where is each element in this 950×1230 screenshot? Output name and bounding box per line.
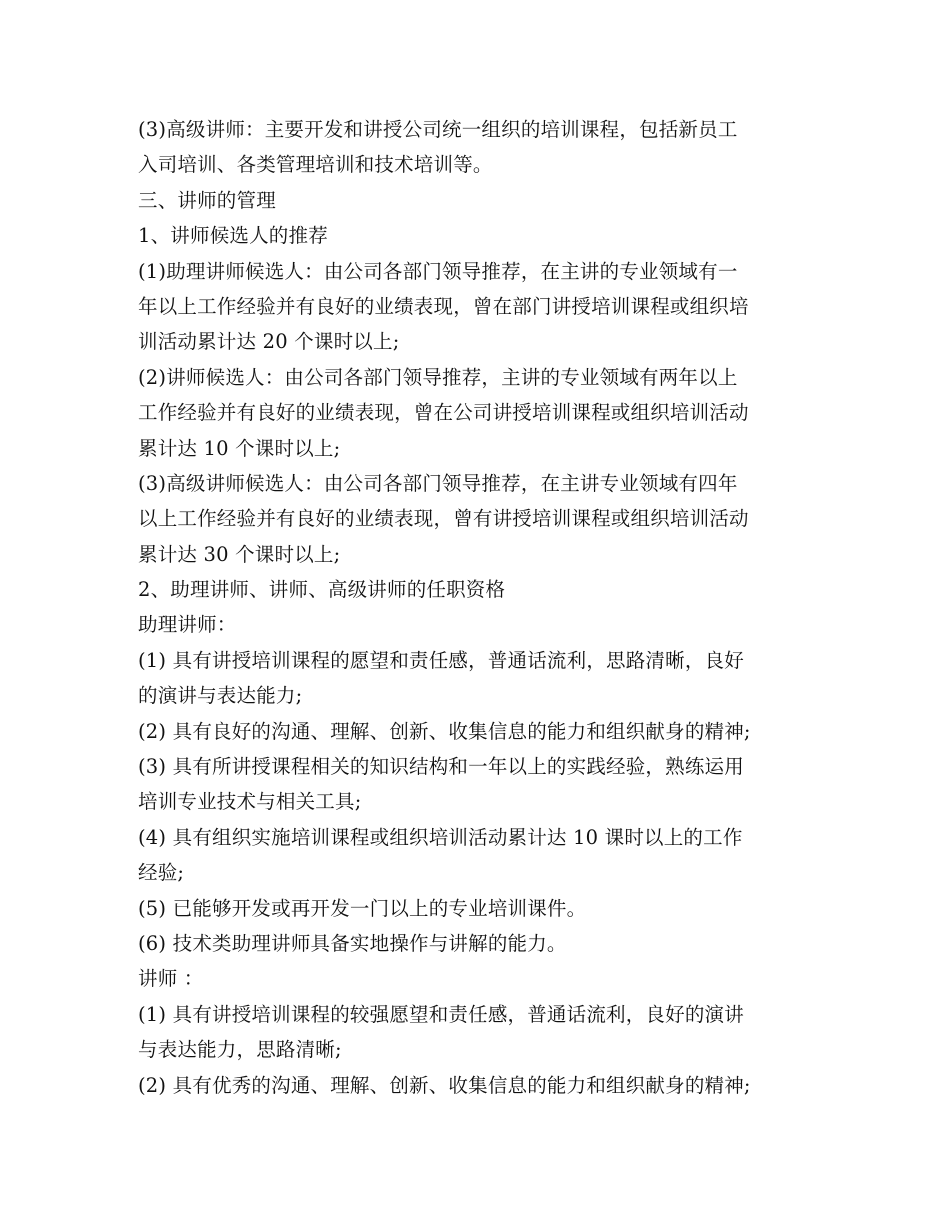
text-line: (2)讲师候选人：由公司各部门领导推荐，主讲的专业领域有两年以上 (138, 365, 738, 389)
text-line: 与表达能力，思路清晰; (138, 1038, 342, 1062)
text-line: 的演讲与表达能力; (138, 684, 303, 708)
text-line: (1) 具有讲授培训课程的愿望和责任感，普通话流利，思路清晰，良好 (138, 648, 744, 672)
subsection-heading: 1、讲师候选人的推荐 (138, 224, 328, 248)
text-line: 年以上工作经验并有良好的业绩表现，曾在部门讲授培训课程或组织培 (138, 294, 749, 318)
text-line: (2) 具有良好的沟通、理解、创新、收集信息的能力和组织献身的精神; (138, 719, 751, 743)
role-heading: 助理讲师： (138, 613, 237, 637)
text-line: (6) 技术类助理讲师具备实地操作与讲解的能力。 (138, 931, 567, 955)
text-line: (1) 具有讲授培训课程的较强愿望和责任感，普通话流利，良好的演讲 (138, 1002, 744, 1026)
text-line: (4) 具有组织实施培训课程或组织培训活动累计达 10 课时以上的工作 (138, 825, 743, 849)
text-line: 训活动累计达 20 个课时以上; (138, 330, 400, 354)
text-line: 培训专业技术与相关工具; (138, 790, 362, 814)
text-line: 工作经验并有良好的业绩表现，曾在公司讲授培训课程或组织培训活动 (138, 401, 749, 425)
text-line: (2) 具有优秀的沟通、理解、创新、收集信息的能力和组织献身的精神; (138, 1073, 751, 1097)
text-line: 累计达 10 个课时以上; (138, 436, 341, 460)
role-heading: 讲师 ： (138, 967, 204, 991)
text-line: 入司培训、各类管理培训和技术培训等。 (138, 153, 493, 177)
text-line: 经验; (138, 861, 185, 885)
document-body (138, 112, 838, 1103)
section-heading: 三、讲师的管理 (138, 188, 276, 212)
text-line: (3)高级讲师候选人：由公司各部门领导推荐，在主讲专业领域有四年 (138, 471, 738, 495)
subsection-heading: 2、助理讲师、讲师、高级讲师的任职资格 (138, 578, 506, 602)
text-line: 累计达 30 个课时以上; (138, 542, 341, 566)
text-line: 以上工作经验并有良好的业绩表现，曾有讲授培训课程或组织培训活动 (138, 507, 749, 531)
text-line: (3)高级讲师：主要开发和讲授公司统一组织的培训课程，包括新员工 (138, 118, 738, 141)
text-line: (5) 已能够开发或再开发一门以上的专业培训课件。 (138, 896, 587, 920)
text-line: (1)助理讲师候选人：由公司各部门领导推荐，在主讲的专业领域有一 (138, 259, 738, 283)
text-line: (3) 具有所讲授课程相关的知识结构和一年以上的实践经验，熟练运用 (138, 755, 744, 779)
